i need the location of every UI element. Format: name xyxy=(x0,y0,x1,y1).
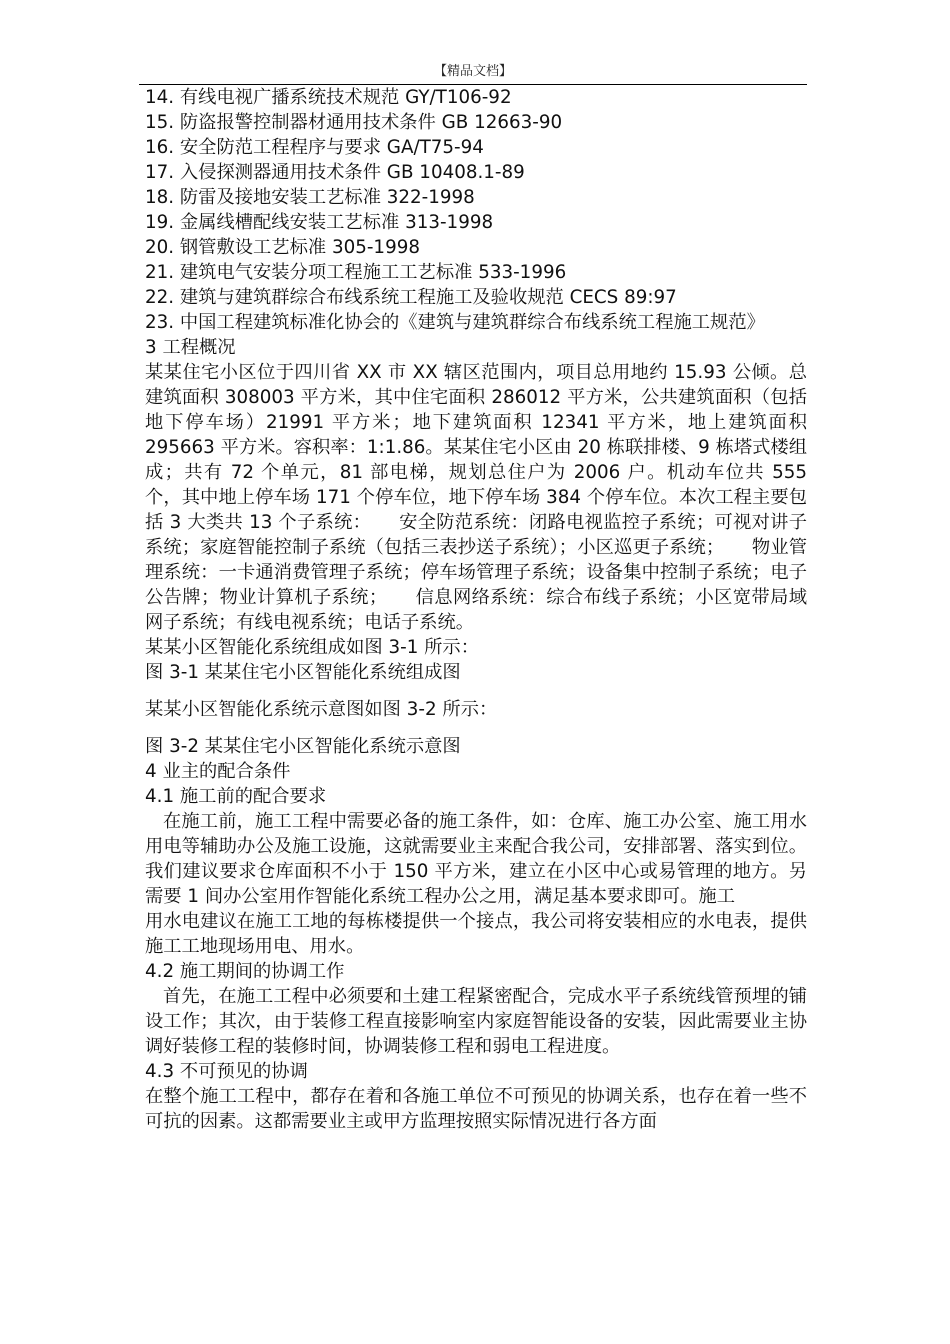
section-heading: 3 工程概况 xyxy=(145,337,236,358)
standard-item: 16. 安全防范工程程序与要求 GA/T75-94 xyxy=(145,137,484,158)
figure-caption: 图 3-2 某某住宅小区智能化系统示意图 xyxy=(145,736,461,757)
document-body xyxy=(145,85,807,1134)
standard-item: 18. 防雷及接地安装工艺标准 322-1998 xyxy=(145,187,475,208)
subsection-heading: 4.3 不可预见的协调 xyxy=(145,1061,308,1082)
figure-intro: 某某小区智能化系统组成如图 3-1 所示： xyxy=(145,637,479,658)
standard-item: 22. 建筑与建筑群综合布线系统工程施工及验收规范 CECS 89:97 xyxy=(145,287,677,308)
standard-item: 15. 防盗报警控制器材通用技术条件 GB 12663-90 xyxy=(145,112,563,133)
overview-paragraph: 某某住宅小区位于四川省 XX 市 XX 辖区范围内，项目总用地约 15.93 公倾。总建筑面积 308003 平方米，其中住宅面积 286012 平方米，公共建筑面积（包括地下停车场）21991 平方米；地下建筑面积 12341 平方米，地上建筑面积 295663 平方米。容积率：1:1.86。某某住宅小区由 20 栋联排楼、9 栋塔式楼组成；共有 72 个单元，81 部电梯，规划总住户为 2006 户。机动车位共 555 个，其中地上停车场 171 个停车位，地下停车场 384 个停车位。本次工程主要包括 3 大类共 13 个子系统： 安全防范系统：闭路电视监控子系统；可视对讲子系统；家庭智能控制子系统（包括三表抄送子系统）；小区巡更子系统； 物业管理系统：一卡通消费管理子系统；停车场管理子系统；设备集中控制子系统；电子公告牌；物业计算机子系统； 信息网络系统：综合布线子系统；小区宽带局域网子系统；有线电视系统；电话子系统。 xyxy=(145,362,807,633)
document-page xyxy=(145,62,807,1134)
standard-item: 20. 钢管敷设工艺标准 305-1998 xyxy=(145,237,420,258)
paragraph: 首先，在施工工程中必须要和土建工程紧密配合，完成水平子系统线管预埋的铺设工作；其次，由于装修工程直接影响室内家庭智能设备的安装，因此需要业主协调好装修工程的装修时间，协调装修工程和弱电工程进度。 xyxy=(145,986,807,1057)
standard-item: 14. 有线电视广播系统技术规范 GY/T106-92 xyxy=(145,87,512,108)
paragraph: 在整个施工工程中，都存在着和各施工单位不可预见的协调关系，也存在着一些不可抗的因素。这都需要业主或甲方监理按照实际情况进行各方面 xyxy=(145,1086,807,1132)
subsection-heading: 4.1 施工前的配合要求 xyxy=(145,786,327,807)
standard-item: 17. 入侵探测器通用技术条件 GB 10408.1-89 xyxy=(145,162,525,183)
standard-item: 19. 金属线槽配线安装工艺标准 313-1998 xyxy=(145,212,494,233)
page-header: 【精品文档】 xyxy=(139,62,807,85)
section-heading: 4 业主的配合条件 xyxy=(145,761,291,782)
subsection-heading: 4.2 施工期间的协调工作 xyxy=(145,961,345,982)
standard-item: 21. 建筑电气安装分项工程施工工艺标准 533-1996 xyxy=(145,262,567,283)
figure-intro: 某某小区智能化系统示意图如图 3-2 所示： xyxy=(145,699,498,720)
figure-caption: 图 3-1 某某住宅小区智能化系统组成图 xyxy=(145,662,461,683)
paragraph: 在施工前，施工工程中需要必备的施工条件，如：仓库、施工办公室、施工用水用电等辅助办公及施工设施，这就需要业主来配合我公司，安排部署、落实到位。我们建议要求仓库面积不小于 150 平方米，建立在小区中心或易管理的地方。另需要 1 间办公室用作智能化系统工程办公之用，满足基本要求即可。施工 xyxy=(145,811,807,907)
standard-item: 23. 中国工程建筑标准化协会的《建筑与建筑群综合布线系统工程施工规范》 xyxy=(145,312,765,333)
paragraph: 用水电建议在施工工地的每栋楼提供一个接点，我公司将安装相应的水电表，提供施工工地现场用电、用水。 xyxy=(145,911,807,957)
